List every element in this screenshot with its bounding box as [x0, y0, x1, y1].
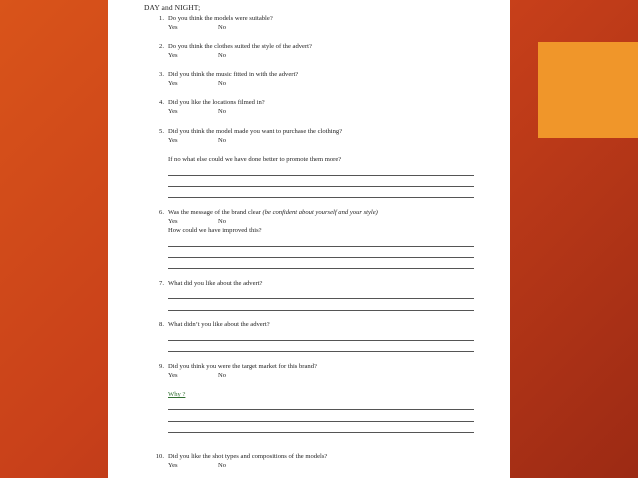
no-option[interactable]: No: [218, 218, 227, 225]
answer-line[interactable]: [168, 268, 474, 269]
question-9-followup: Why ?: [168, 391, 186, 398]
answer-line[interactable]: [168, 197, 474, 198]
yes-option[interactable]: Yes: [168, 80, 178, 87]
orange-accent-square: [538, 42, 638, 138]
questionnaire-page: DAY and NIGHT; 1. Do you think the models were suitable? Yes No 2. Do you think the clothes suited the style of the advert? Yes No 3. Did you think the music fitted in with the advert? Yes No 4. Did you like the locations filmed in? Yes No 5. Did you think the model made you want to purchase the clothing? Yes No If no what else could we have done better to promote them more? 6. Was the message of the brand clear (be confident about yourself and your style) Yes No How could we have improved this? 7. What did you like about the advert? 8. What didn’t you like about the advert? 9. Did you think you were the target market for this brand? Yes No Why ? 10. Did you like the shot types and compositions of the models? Yes No: [108, 0, 510, 478]
no-option[interactable]: No: [218, 137, 227, 144]
answer-line[interactable]: [168, 310, 474, 311]
answer-line[interactable]: [168, 246, 474, 247]
answer-line[interactable]: [168, 432, 474, 433]
no-option[interactable]: No: [218, 80, 227, 87]
yes-option[interactable]: Yes: [168, 137, 178, 144]
no-option[interactable]: No: [218, 52, 227, 59]
questionnaire-heading: DAY and NIGHT;: [144, 3, 201, 12]
answer-line[interactable]: [168, 421, 474, 422]
no-option[interactable]: No: [218, 24, 227, 31]
yes-option[interactable]: Yes: [168, 108, 178, 115]
question-6-followup: How could we have improved this?: [168, 227, 262, 234]
yes-option[interactable]: Yes: [168, 52, 178, 59]
no-option[interactable]: No: [218, 462, 227, 469]
answer-line[interactable]: [168, 186, 474, 187]
answer-line[interactable]: [168, 340, 474, 341]
yes-option[interactable]: Yes: [168, 462, 178, 469]
no-option[interactable]: No: [218, 108, 227, 115]
answer-line[interactable]: [168, 409, 474, 410]
answer-line[interactable]: [168, 351, 474, 352]
question-5-followup: If no what else could we have done better to promote them more?: [168, 156, 342, 163]
yes-option[interactable]: Yes: [168, 372, 178, 379]
no-option[interactable]: No: [218, 372, 227, 379]
answer-line[interactable]: [168, 298, 474, 299]
answer-line[interactable]: [168, 257, 474, 258]
yes-option[interactable]: Yes: [168, 218, 178, 225]
yes-option[interactable]: Yes: [168, 24, 178, 31]
answer-line[interactable]: [168, 175, 474, 176]
